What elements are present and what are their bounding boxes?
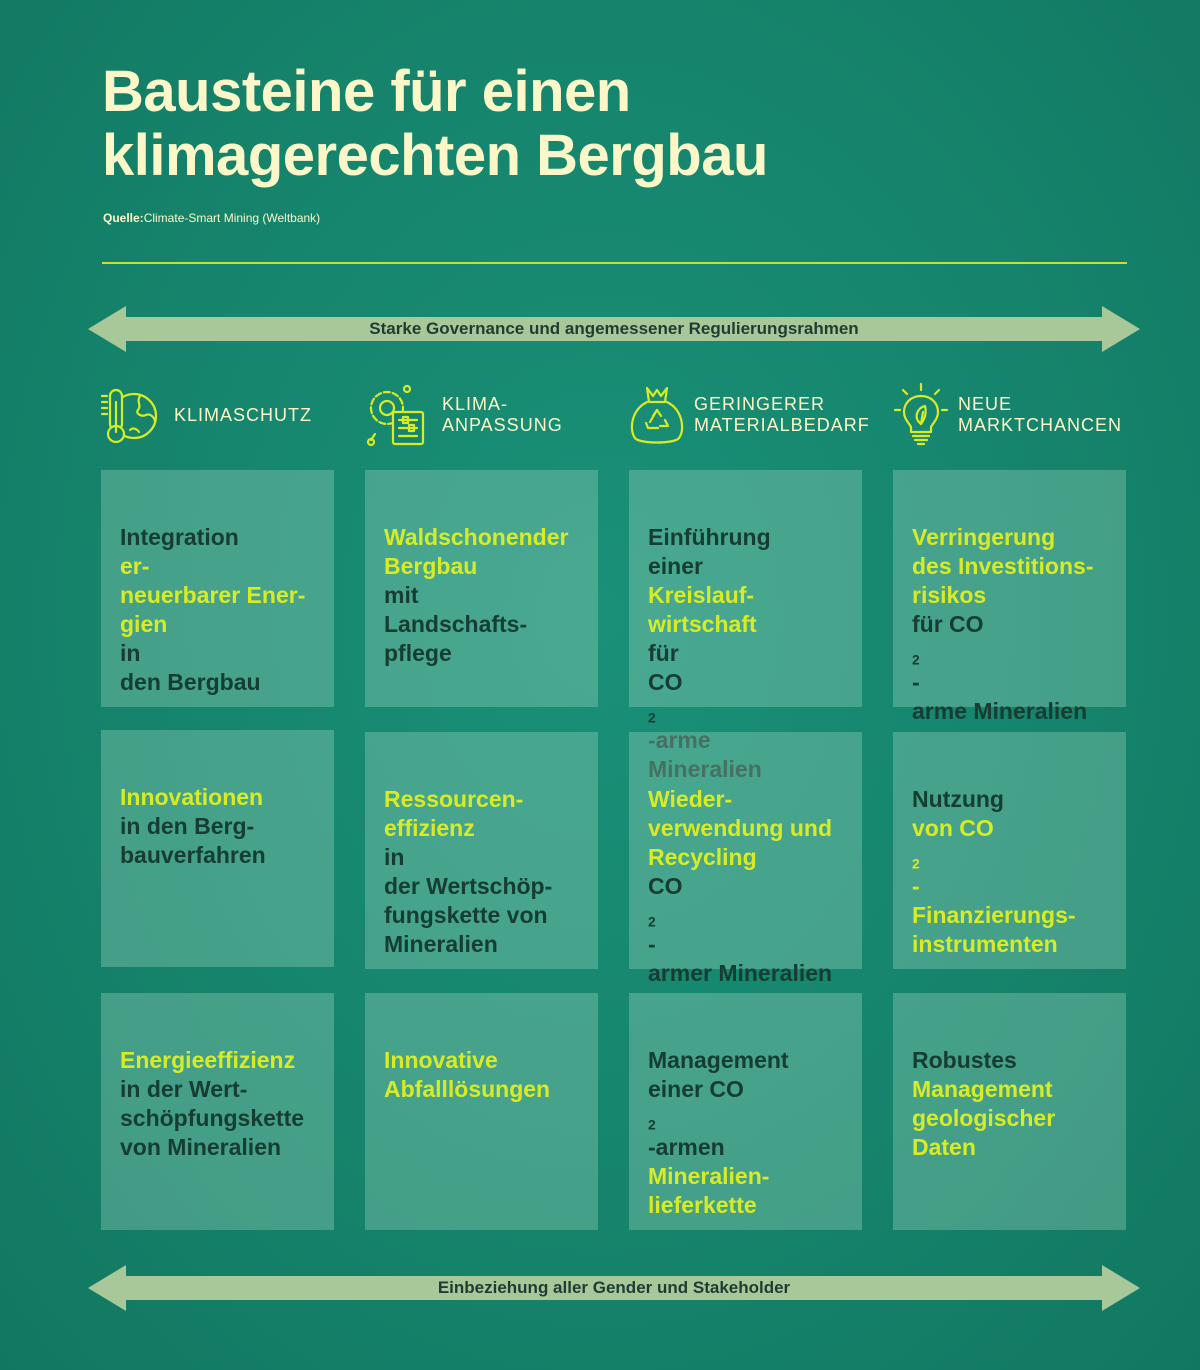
stakeholder-arrow-label: Einbeziehung aller Gender und Stakeholder (437, 1278, 791, 1297)
card-text-segment: 2 (648, 710, 656, 726)
header-line: NEUE (958, 394, 1013, 414)
highlight-text: Finanzierungs- (912, 902, 1076, 928)
card-line (384, 610, 590, 639)
highlight-text: verwendung und (648, 815, 832, 841)
card-text (384, 1046, 590, 1104)
highlight-text: 2 (912, 856, 920, 872)
thermometer-globe-icon (100, 382, 162, 448)
card-text-segment: Mineralien (648, 756, 762, 782)
divider-rule (102, 262, 1127, 264)
card-text-segment: fungskette von (384, 902, 548, 928)
highlight-text: Waldschonender (384, 524, 569, 550)
column-header-label (694, 382, 870, 448)
highlight-text: Wieder- (648, 786, 733, 812)
column-header-marktchancen (893, 382, 1133, 448)
highlight-text: risikos (912, 582, 987, 608)
card-line (648, 814, 854, 843)
card-text-segment: in den Berg- (120, 813, 255, 839)
card-line (120, 610, 326, 668)
header-line: MATERIALBEDARF (694, 415, 870, 435)
card-line (384, 814, 590, 872)
card-waldschonender-bergbau (365, 470, 598, 707)
card-finanzierungsinstrumente (893, 732, 1126, 969)
card-line (384, 872, 590, 901)
card-text-segment: mit (384, 582, 419, 608)
header-line: ANPASSUNG (442, 415, 563, 435)
card-kreislaufwirtschaft (629, 470, 862, 782)
page-title (102, 60, 1102, 188)
card-text (384, 785, 590, 959)
stakeholder-arrow (88, 1265, 1140, 1311)
column-header-label (442, 382, 563, 448)
highlight-text: Innovationen (120, 784, 264, 810)
card-line (648, 959, 854, 988)
card-line (648, 610, 854, 668)
card-text (120, 523, 326, 697)
card-line (912, 552, 1118, 581)
card-line (384, 930, 590, 959)
card-line (648, 1075, 854, 1162)
card-text (120, 783, 326, 870)
card-text (912, 523, 1118, 726)
card-text-segment: einer CO (648, 1076, 744, 1102)
card-text-segment: Integration (120, 524, 239, 550)
card-text-segment: 2 (912, 652, 920, 668)
card-text-segment: CO (648, 669, 683, 695)
card-line (120, 523, 326, 581)
header-line: GERINGERER (694, 394, 826, 414)
card-innovationen-bergbau (101, 730, 334, 967)
card-line (648, 523, 854, 552)
highlight-text: - (912, 873, 920, 899)
card-line (912, 901, 1118, 930)
card-line (120, 668, 326, 697)
highlight-text: Abfalllösungen (384, 1076, 551, 1102)
title-line-2: klimagerechten Bergbau (102, 123, 768, 188)
highlight-text: von CO (912, 815, 994, 841)
card-text-segment: 2 (648, 1117, 656, 1133)
card-text-segment: in der Wert- (120, 1076, 248, 1102)
card-erneuerbare-energien (101, 470, 334, 707)
card-line (648, 843, 854, 959)
header-line: KLIMASCHUTZ (174, 404, 313, 425)
card-text-segment: einer (648, 553, 703, 579)
card-line (384, 523, 590, 552)
highlight-text: gien (120, 611, 168, 637)
highlight-text: Management (912, 1076, 1053, 1102)
card-line (912, 581, 1118, 697)
highlight-text: er- (120, 553, 150, 579)
card-energieeffizienz (101, 993, 334, 1230)
card-line (384, 785, 590, 814)
card-lieferkette (629, 993, 862, 1230)
card-text-segment: arme Mineralien (912, 698, 1088, 724)
highlight-text: des Investitions- (912, 553, 1094, 579)
card-wiederverwendung-recycling (629, 732, 862, 986)
card-line (912, 1046, 1118, 1075)
highlight-text: Mineralien- (648, 1163, 770, 1189)
card-line (648, 1046, 854, 1075)
column-header-klima-anpassung (365, 382, 605, 448)
card-geologische-daten (893, 993, 1126, 1230)
highlight-text: Daten (912, 1134, 976, 1160)
highlight-text: lieferkette (648, 1192, 757, 1218)
card-text-segment: der Wertschöp- (384, 873, 553, 899)
column-header-label (174, 382, 312, 448)
card-investitionsrisiko (893, 470, 1126, 724)
title-line-1: Bausteine für einen (102, 59, 631, 124)
column-header-klimaschutz (100, 382, 340, 448)
card-line (384, 552, 590, 610)
card-text-segment: Management (648, 1047, 789, 1073)
column-header-label (958, 382, 1122, 448)
source-label: Quelle: (103, 211, 144, 225)
card-text-segment: -armen (648, 1134, 725, 1160)
card-text-segment: den Bergbau (120, 669, 261, 695)
card-line (120, 1104, 326, 1133)
governance-arrow (88, 306, 1140, 352)
card-text-segment: für (648, 640, 679, 666)
card-text (384, 523, 590, 668)
highlight-text: instrumenten (912, 931, 1058, 957)
card-text (648, 785, 854, 988)
header-line: MARKTCHANCEN (958, 415, 1123, 435)
card-text-segment: - (912, 669, 920, 695)
highlight-text: Recycling (648, 844, 757, 870)
highlight-text: Innovative (384, 1047, 498, 1073)
card-text-segment: 2 (648, 914, 656, 930)
card-text-segment: Landschafts- (384, 611, 528, 637)
card-text-segment: von Mineralien (120, 1134, 282, 1160)
highlight-text: Verringerung (912, 524, 1056, 550)
card-text-segment: schöpfungskette (120, 1105, 305, 1131)
card-text-segment: in (384, 844, 405, 870)
card-line (648, 1162, 854, 1191)
card-text (912, 1046, 1118, 1162)
governance-arrow-label: Starke Governance und angemessener Regulierungsrahmen (369, 319, 859, 338)
highlight-text: wirtschaft (648, 611, 757, 637)
card-abfallloesungen (365, 993, 598, 1230)
card-line (120, 841, 326, 870)
gear-clipboard-icon (365, 382, 429, 448)
card-line (120, 581, 326, 610)
card-text-segment: Robustes (912, 1047, 1017, 1073)
card-line (120, 812, 326, 841)
column-header-materialbedarf (629, 382, 874, 448)
card-line (912, 930, 1118, 959)
highlight-text: Energieeffizienz (120, 1047, 296, 1073)
card-line (648, 552, 854, 610)
card-text-segment: für CO (912, 611, 984, 637)
card-line (912, 1104, 1118, 1133)
source-text: Climate-Smart Mining (Weltbank) (143, 211, 321, 225)
lightbulb-leaf-icon (893, 382, 949, 448)
card-line (120, 1046, 326, 1075)
card-line (384, 901, 590, 930)
card-line (384, 639, 590, 668)
card-line (912, 1075, 1118, 1104)
card-line (912, 523, 1118, 552)
recycling-bag-icon (629, 382, 685, 448)
card-ressourceneffizienz (365, 732, 598, 969)
highlight-text: Ressourcen- (384, 786, 524, 812)
card-text (120, 1046, 326, 1162)
card-line (384, 1046, 590, 1075)
card-text-segment: - (648, 931, 656, 957)
card-line (912, 697, 1118, 726)
card-text-segment: bauverfahren (120, 842, 266, 868)
highlight-text: Bergbau (384, 553, 478, 579)
card-line (120, 1133, 326, 1162)
source-note (103, 211, 320, 225)
highlight-text: Kreislauf- (648, 582, 755, 608)
highlight-text: geologischer (912, 1105, 1056, 1131)
card-line (648, 785, 854, 814)
card-text-segment: Mineralien (384, 931, 498, 957)
card-line (120, 1075, 326, 1104)
card-line (912, 1133, 1118, 1162)
card-line (384, 1075, 590, 1104)
card-line (912, 785, 1118, 901)
card-line (120, 783, 326, 812)
card-text (648, 1046, 854, 1220)
card-text-segment: armer Mineralien (648, 960, 833, 986)
card-text-segment: CO (648, 873, 683, 899)
card-text-segment: Nutzung (912, 786, 1004, 812)
card-text-segment: -arme (648, 727, 711, 753)
highlight-text: neuerbarer Ener- (120, 582, 306, 608)
card-line (648, 1191, 854, 1220)
card-text-segment: in (120, 640, 141, 666)
highlight-text: effizienz (384, 815, 475, 841)
header-line: KLIMA- (442, 394, 509, 414)
card-text-segment: Einführung (648, 524, 771, 550)
card-text-segment: pflege (384, 640, 452, 666)
card-text (912, 785, 1118, 959)
